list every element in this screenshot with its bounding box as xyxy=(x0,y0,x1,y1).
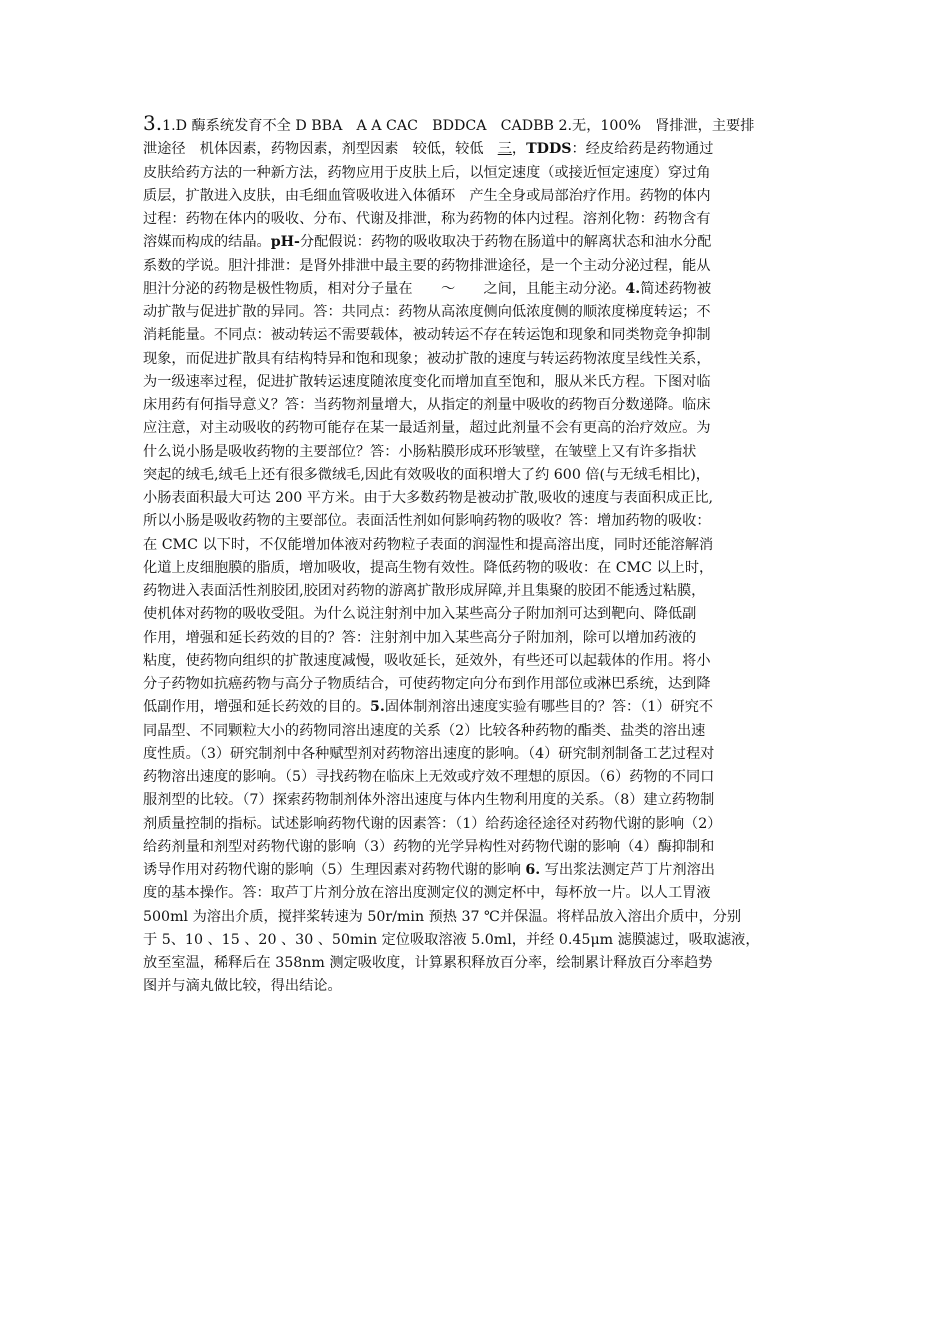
text-run: 同晶型、不同颗粒大小的药物同溶出速度的关系（2）比较各种药物的酯类、盐类的溶出速 xyxy=(143,722,706,739)
text-run: 图并与滴丸做比较，得出结论。 xyxy=(143,978,342,995)
text-line xyxy=(143,882,809,905)
text-run: 在 CMC 以下时，不仅能增加体液对药物粒子表面的润湿性和提高溶出度，同时还能溶解消 xyxy=(143,536,714,553)
text-run: 所以小肠是吸收药物的主要部位。表面活性剂如何影响药物的吸收？答：增加药物的吸收： xyxy=(143,513,711,530)
text-run: 6. xyxy=(525,862,541,878)
text-run: 度的基本操作。答：取芦丁片剂分放在溶出度测定仪的测定杯中，每杯放一片。以人工胃液 xyxy=(143,885,711,902)
text-line xyxy=(143,720,809,743)
text-run: 粘度，使药物向组织的扩散速度减慢，吸收延长，延效外，有些还可以起载体的作用。将小 xyxy=(143,652,711,669)
text-line xyxy=(143,789,809,812)
text-line xyxy=(143,906,809,929)
text-line xyxy=(143,255,809,278)
text-run: 系数的学说。胆汁排泄：是肾外排泄中最主要的药物排泄途径，是一个主动分泌过程，能从 xyxy=(143,257,711,274)
text-line xyxy=(143,185,809,208)
text-run: 什么说小肠是吸收药物的主要部位？答：小肠粘膜形成环形皱壁，在皱壁上又有许多指状 xyxy=(143,443,697,460)
text-line xyxy=(143,534,809,557)
text-run: 5. xyxy=(370,699,385,716)
text-run: 泄途径 机体因素，药物因素，剂型因素 较低，较低 xyxy=(143,141,498,158)
text-line xyxy=(143,348,809,371)
text-line xyxy=(143,441,809,464)
text-run: 诱导作用对药物代谢的影响（5）生理因素对药物代谢的影响 xyxy=(143,862,526,878)
text-line xyxy=(143,650,809,673)
text-line xyxy=(143,673,809,696)
text-run: 1.D 酶系统发育不全 D BBA A A CAC BDDCA CADBB 2.无，100% 肾排泄，主要排 xyxy=(162,118,755,134)
text-line xyxy=(143,929,809,952)
text-line xyxy=(143,162,809,185)
text-run: 化道上皮细胞膜的脂质，增加吸收，提高生物有效性。降低药物的吸收：在 CMC 以上时， xyxy=(143,559,714,576)
text-run: 皮肤给药方法的一种新方法，药物应用于皮肤上后，以恒定速度（或接近恒定速度）穿过角 xyxy=(143,164,711,181)
text-line xyxy=(143,603,809,626)
text-run: 应注意，对主动吸收的药物可能存在某一最适剂量，超过此剂量不会有更高的治疗效应。为 xyxy=(143,420,711,437)
text-run: 消耗能量。不同点：被动转运不需要载体，被动转运不存在转运饱和现象和同类物竞争抑制 xyxy=(143,327,711,344)
text-line xyxy=(143,112,809,138)
text-line xyxy=(143,301,809,324)
text-run: 服剂型的比较。（7）探索药物制剂体外溶出速度与体内生物利用度的关系。（8）建立药物制 xyxy=(143,792,715,809)
text-line xyxy=(143,231,809,254)
text-run: 500ml 为溶出介质，搅拌桨转速为 50r/min 预热 37 ℃并保温。将样品放入溶出介质中，分别 xyxy=(143,908,742,925)
text-run: 固体制剂溶出速度实验有哪些目的？答：（1）研究不 xyxy=(384,699,714,716)
text-line xyxy=(143,208,809,231)
text-line xyxy=(143,580,809,603)
text-run: 使机体对药物的吸收受阻。为什么说注射剂中加入某些高分子附加剂可达到靶向、降低副 xyxy=(143,606,697,623)
text-line xyxy=(143,510,809,533)
text-run: 低副作用，增强和延长药效的目的。 xyxy=(143,699,371,716)
text-line xyxy=(143,278,809,301)
text-run: 为一级速率过程，促进扩散转运速度随浓度变化而增加直至饱和，服从米氏方程。下图对临 xyxy=(143,373,711,390)
text-run: pH- xyxy=(270,234,300,251)
text-run: 药物溶出速度的影响。（5）寻找药物在临床上无效或疗效不理想的原因。（6）药物的不同口 xyxy=(143,769,715,785)
text-run: 分子药物如抗癌药物与高分子物质结合，可使药物定向分布到作用部位或淋巴系统，达到降 xyxy=(143,676,711,692)
text-line xyxy=(143,696,809,719)
text-run: 质层，扩散进入皮肤，由毛细血管吸收进入体循环 产生全身或局部治疗作用。药物的体内 xyxy=(143,187,711,204)
text-run: 写出浆法测定芦丁片剂溶出 xyxy=(540,862,715,878)
text-run: 过程：药物在体内的吸收、分布、代谢及排泄，称为药物的体内过程。溶剂化物：药物含有 xyxy=(143,211,711,227)
text-line xyxy=(143,627,809,650)
text-line xyxy=(143,394,809,417)
text-run: 给药剂量和剂型对药物代谢的影响（3）药物的光学异构性对药物代谢的影响（4）酶抑制和 xyxy=(143,838,715,855)
text-line xyxy=(143,766,809,789)
text-run: 剂质量控制的指标。试述影响药物代谢的因素答：（1）给药途径途径对药物代谢的影响（2） xyxy=(143,815,722,832)
text-run: 于 5、10 、15 、20 、30 、50min 定位吸取溶液 5.0ml，并经 0.45μm 滤膜滤过，吸取滤液， xyxy=(143,931,760,948)
text-run: ， xyxy=(511,141,527,158)
text-run: 胆汁分泌的药物是极性物质，相对分子量在 ～ 之间，且能主动分泌。 xyxy=(143,280,626,297)
text-line xyxy=(143,487,809,510)
text-line xyxy=(143,464,809,487)
text-run: 小肠表面积最大可达 200 平方米。由于大多数药物是被动扩散,吸收的速度与表面积成正比, xyxy=(143,490,714,506)
document-body xyxy=(143,112,809,999)
text-line xyxy=(143,138,809,161)
text-run: 床用药有何指导意义？答：当药物剂量增大，从指定的剂量中吸收的药物百分数递降。临床 xyxy=(143,397,711,413)
text-run: 简述药物被 xyxy=(640,280,712,297)
text-run: 三 xyxy=(497,141,512,158)
text-line xyxy=(143,836,809,859)
text-run: TDDS xyxy=(526,141,572,158)
text-run: 溶媒而构成的结晶。 xyxy=(143,234,271,251)
text-line xyxy=(143,859,809,882)
text-line xyxy=(143,324,809,347)
text-line xyxy=(143,813,809,836)
text-run: ：经皮给药是药物通过 xyxy=(571,141,714,158)
text-run: 3. xyxy=(143,111,163,135)
text-line xyxy=(143,975,809,998)
text-line xyxy=(143,743,809,766)
text-line xyxy=(143,417,809,440)
text-line xyxy=(143,557,809,580)
text-line xyxy=(143,952,809,975)
text-run: 突起的绒毛,绒毛上还有很多微绒毛,因此有效吸收的面积增大了约 600 倍(与无绒毛相比)， xyxy=(143,466,710,483)
text-run: 分配假说：药物的吸收取决于药物在肠道中的解离状态和油水分配 xyxy=(299,234,712,251)
text-run: 4. xyxy=(625,280,641,297)
text-line xyxy=(143,371,809,394)
text-run: 现象，而促进扩散具有结构特异和饱和现象；被动扩散的速度与转运药物浓度呈线性关系， xyxy=(143,350,711,367)
text-run: 度性质。（3）研究制剂中各种赋型剂对药物溶出速度的影响。（4）研究制剂制备工艺过程对 xyxy=(143,745,715,762)
text-run: 动扩散与促进扩散的异同。答：共同点：药物从高浓度侧向低浓度侧的顺浓度梯度转运；不 xyxy=(143,304,711,320)
text-run: 放至室温，稀释后在 358nm 测定吸收度，计算累积释放百分率，绘制累计释放百分率趋势 xyxy=(143,955,713,971)
text-run: 作用，增强和延长药效的目的？答：注射剂中加入某些高分子附加剂，除可以增加药液的 xyxy=(143,629,697,646)
text-run: 药物进入表面活性剂胶团,胶团对药物的游离扩散形成屏障,并且集聚的胶团不能透过粘膜， xyxy=(143,583,706,599)
